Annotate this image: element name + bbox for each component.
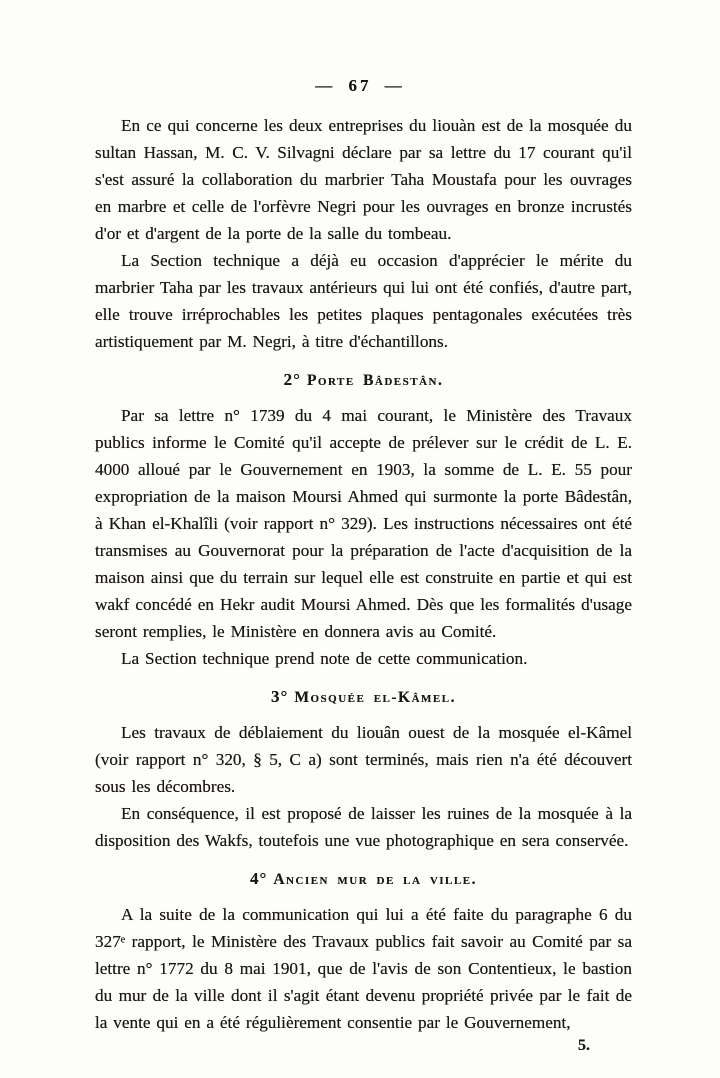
paragraph: La Section technique prend note de cette communication. xyxy=(121,649,528,668)
section-title: Mosquée el-Kâmel. xyxy=(294,689,456,706)
section-heading-porte-badestan xyxy=(95,370,632,391)
paragraph: La Section technique a déjà eu occasion d'apprécier le mérite du marbrier Taha par les travaux antérieurs qui lui ont été confiés, d'autre part, elle trouve irréprochables les petites plaques pentagonales exécutées très artistiquement par M. Negri, à titre d'échantillons. xyxy=(95,251,632,351)
paragraph: Par sa lettre n° 1739 du 4 mai courant, le Ministère des Travaux publics informe le Comité qu'il accepte de prélever sur le crédit de L. E. 4000 alloué par le Gouvernement en 1903, la somme de L. E. 55 pour expropriation de la maison Moursi Ahmed qui surmonte la porte Bâdestân, à Khan el-Khalîli (voir rapport n° 329). Les instructions nécessaires ont été transmises au Gouvernorat pour la préparation de l'acte d'acquisition de la maison ainsi que du terrain sur lequel elle est construite en partie et qui est wakf concédé en Hekr audit Moursi Ahmed. Dès que les formalités d'usage seront remplies, le Ministère en donnera avis au Comité. xyxy=(95,406,632,641)
section-number: 3° xyxy=(271,687,289,706)
section-number: 2° xyxy=(283,370,301,389)
section-title: Porte Bâdestân. xyxy=(306,372,444,389)
section-heading-mosquee-el-kamel xyxy=(95,687,632,708)
paragraph: En conséquence, il est proposé de laisser les ruines de la mosquée à la disposition des Wakfs, toutefois une vue photographique en sera conservée. xyxy=(95,804,632,850)
paragraph: En ce qui concerne les deux entreprises du liouàn est de la mosquée du sultan Hassan, M. C. V. Silvagni déclare par sa lettre du 17 courant qu'il s'est assuré la collaboration du marbrier Taha Moustafa pour les ouvrages en marbre et celle de l'orfèvre Negri pour les ouvrages en bronze incrustés d'or et d'argent de la porte de la salle du tombeau. xyxy=(95,116,632,243)
page-number: — 67 — xyxy=(315,76,405,95)
section-title: Ancien mur de la ville. xyxy=(273,871,477,888)
section-number: 4° xyxy=(250,869,268,888)
paragraph: A la suite de la communication qui lui a été faite du paragraphe 6 du 327ᵉ rapport, le Ministère des Travaux publics fait savoir au Comité par sa lettre n° 1772 du 8 mai 1901, que de l'avis de son Contentieux, le bastion du mur de la ville dont il s'agit étant devenu propriété privée par le fait de la vente qui en a été régulièrement consentie par le Gouvernement, xyxy=(95,905,632,1032)
page-text-block xyxy=(95,112,632,1055)
section-heading-ancien-mur xyxy=(95,869,632,890)
signature-mark: 5. xyxy=(578,1037,590,1054)
paragraph: Les travaux de déblaiement du liouân ouest de la mosquée el-Kâmel (voir rapport n° 320, § 5, C a) sont terminés, mais rien n'a été découvert sous les décombres. xyxy=(95,723,632,796)
